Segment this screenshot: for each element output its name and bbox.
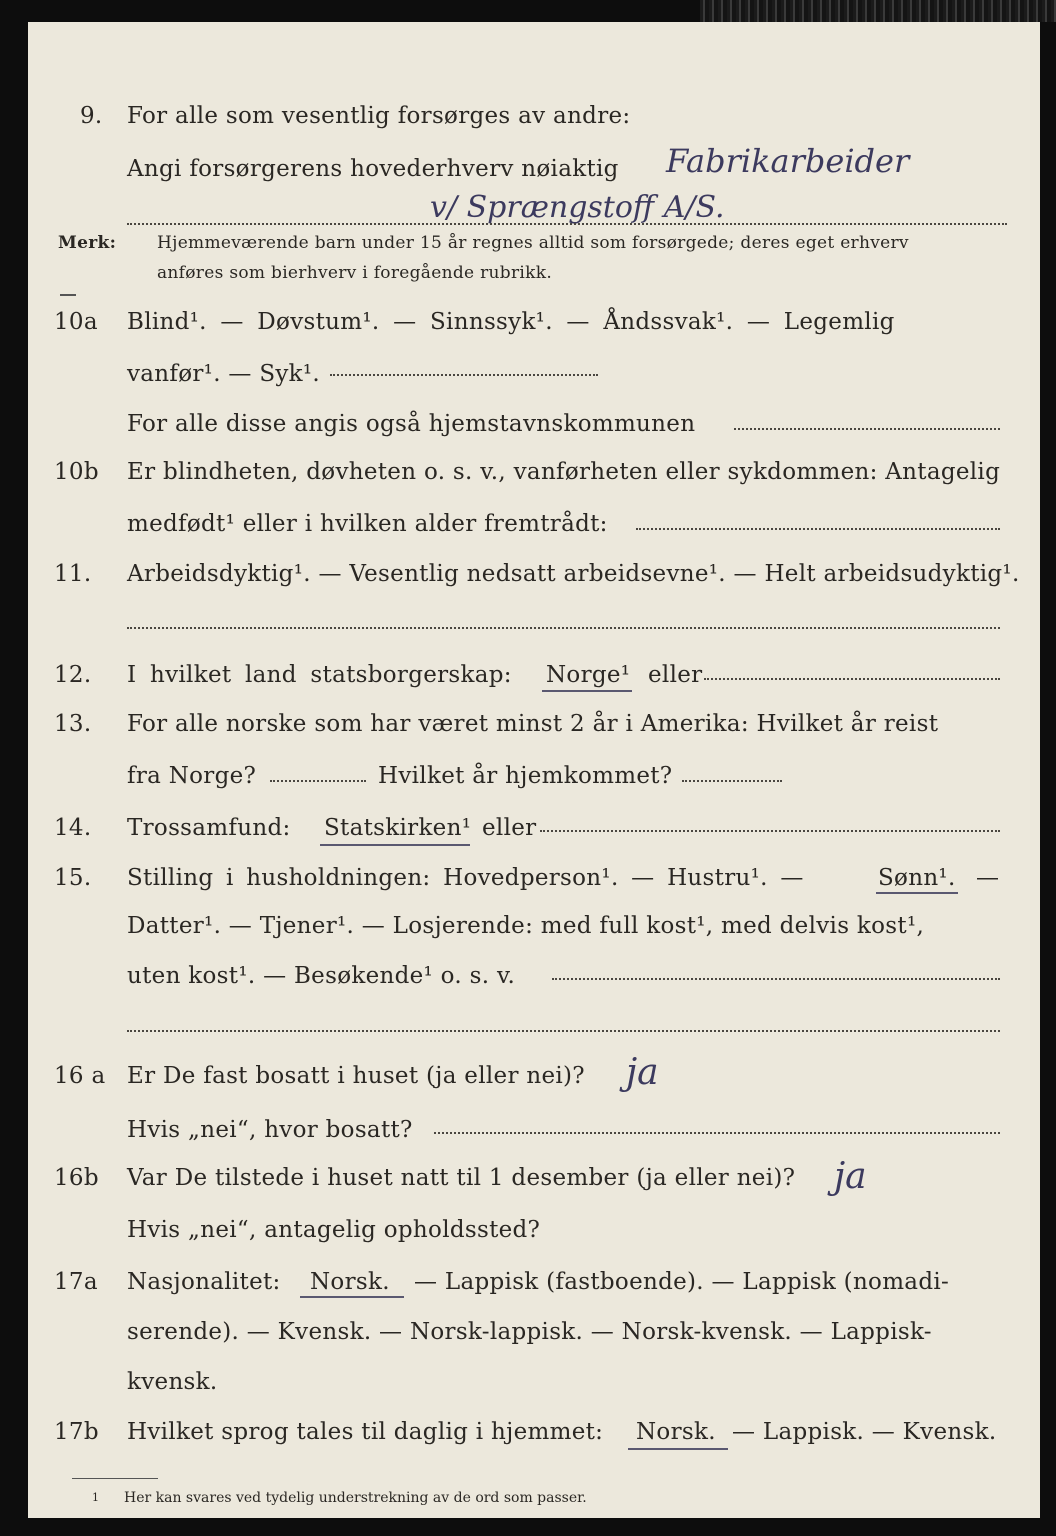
q16a-fill-line	[434, 1132, 1000, 1134]
q10b-fill-line	[636, 528, 1000, 530]
merk-row-2	[28, 258, 1040, 288]
q10b-row-2	[28, 504, 1040, 544]
q13-fill-line-2	[682, 780, 782, 782]
q16a-row-2	[28, 1110, 1040, 1150]
merk-label: Merk:	[58, 233, 117, 253]
q9-number: 9.	[80, 103, 103, 129]
q17a-underline-norsk	[300, 1296, 404, 1298]
q16b-text-2: Hvis „nei“, antagelig opholdssted?	[127, 1217, 541, 1243]
q10a-text-3: For alle disse angis også hjemstavnskommunen	[127, 411, 696, 437]
q9-row-1	[28, 96, 1040, 136]
q15-text-2: Datter¹. — Tjener¹. — Losjerende: med full kost¹, med delvis kost¹,	[127, 913, 925, 939]
q12-number: 12.	[54, 662, 92, 688]
q12-text-a: I hvilket land statsborgerskap:	[127, 662, 512, 688]
q17a-option-norsk: Norsk.	[310, 1269, 390, 1295]
q15-text-3: uten kost¹. — Besøkende¹ o. s. v.	[127, 963, 516, 989]
q14-option-statskirken: Statskirken¹	[324, 815, 472, 841]
q11-fill-line	[127, 627, 1000, 629]
q17a-text-3: kvensk.	[127, 1369, 218, 1395]
q14-fill-line	[540, 830, 1000, 832]
q17a-row-3	[28, 1362, 1040, 1402]
q12-fill-line	[704, 678, 1000, 680]
q16a-text-1: Er De fast bosatt i huset (ja eller nei)?	[127, 1063, 585, 1089]
q17b-row-1	[28, 1412, 1040, 1452]
q11-row-1	[28, 554, 1040, 594]
q17a-text-1c: — Lappisk (fastboende). — Lappisk (nomadi-	[414, 1269, 950, 1295]
q16a-text-2: Hvis „nei“, hvor bosatt?	[127, 1117, 413, 1143]
q16a-number: 16 a	[54, 1063, 106, 1089]
q12-row-1	[28, 655, 1040, 695]
q15-option-sonn: Sønn¹.	[878, 865, 956, 891]
footnote-mark: 1	[92, 1491, 99, 1504]
q10a-row-1	[28, 302, 1040, 342]
q17b-option-norsk: Norsk.	[636, 1419, 716, 1445]
q17a-row-2	[28, 1312, 1040, 1352]
q13-row-2	[28, 756, 1040, 796]
q10a-number: 10a	[54, 309, 98, 335]
q10a-text-2: vanfør¹. — Syk¹.	[127, 361, 321, 387]
q17a-number: 17a	[54, 1269, 98, 1295]
q10b-row-1	[28, 452, 1040, 492]
q12-underline-norge	[542, 690, 632, 692]
q15-text-1c: —	[976, 865, 1000, 891]
q15-underline-sonn	[876, 892, 958, 894]
q10a-fill-line-1	[330, 374, 598, 376]
q11-number: 11.	[54, 561, 92, 587]
q17a-text-2: serende). — Kvensk. — Norsk-lappisk. — Norsk-kvensk. — Lappisk-	[127, 1319, 932, 1345]
q17b-number: 17b	[54, 1419, 99, 1445]
q10b-text-2: medfødt¹ eller i hvilken alder fremtrådt:	[127, 511, 608, 537]
q17b-text-1a: Hvilket sprog tales til daglig i hjemmet:	[127, 1419, 604, 1445]
q15-row-3	[28, 956, 1040, 996]
q14-underline-statskirken	[320, 844, 470, 846]
q16a-row-1	[28, 1056, 1040, 1096]
q17a-text-1a: Nasjonalitet:	[127, 1269, 281, 1295]
footnote-rule	[72, 1478, 158, 1479]
q16b-row-1	[28, 1158, 1040, 1198]
q12-text-c: eller	[648, 662, 703, 688]
q10a-text-1: Blind¹. — Døvstum¹. — Sinnssyk¹. — Åndssvak¹. — Legemlig	[127, 309, 895, 335]
q16b-answer: ja	[834, 1156, 867, 1197]
q13-text-2a: fra Norge?	[127, 763, 257, 789]
q9-text-2: Angi forsørgerens hovederhverv nøiaktig	[127, 156, 619, 182]
q9-answer-employer: v/ Sprængstoff A/S.	[430, 190, 725, 225]
q11-text-1: Arbeidsdyktig¹. — Vesentlig nedsatt arbeidsevne¹. — Helt arbeidsudyktig¹.	[127, 561, 1020, 587]
q14-row-1	[28, 808, 1040, 848]
q15-fill-line-2	[127, 1030, 1000, 1032]
footnote-text: Her kan svares ved tydelig understrekning av de ord som passer.	[124, 1490, 587, 1506]
q14-text-c: eller	[482, 815, 537, 841]
census-form-page	[28, 22, 1040, 1518]
q14-number: 14.	[54, 815, 92, 841]
q9-fill-line	[127, 223, 1007, 225]
q14-text-a: Trossamfund:	[127, 815, 291, 841]
q10b-number: 10b	[54, 459, 99, 485]
q16b-number: 16b	[54, 1165, 99, 1191]
q10b-text-1: Er blindheten, døvheten o. s. v., vanførheten eller sykdommen: Antagelig	[127, 459, 1001, 485]
q10a-row-3	[28, 404, 1040, 444]
q13-number: 13.	[54, 711, 92, 737]
q17b-text-1c: — Lappisk. — Kvensk.	[732, 1419, 997, 1445]
scan-edge-strip	[700, 0, 1056, 22]
q15-row-2	[28, 906, 1040, 946]
merk-row-1	[28, 228, 1040, 258]
q13-text-2b: Hvilket år hjemkommet?	[378, 763, 673, 789]
q9-answer-occupation: Fabrikarbeider	[666, 142, 910, 180]
q13-text-1: For alle norske som har været minst 2 år i Amerika: Hvilket år reist	[127, 711, 939, 737]
q16a-answer: ja	[626, 1052, 659, 1093]
divider-mark	[60, 294, 76, 296]
q16b-text-1: Var De tilstede i huset natt til 1 desember (ja eller nei)?	[127, 1165, 796, 1191]
merk-text-1: Hjemmeværende barn under 15 år regnes alltid som forsørgede; deres eget erhverv	[157, 233, 909, 253]
merk-text-2: anføres som bierhverv i foregående rubrikk.	[157, 263, 553, 283]
q10a-fill-line-2	[734, 428, 1000, 430]
q15-text-1a: Stilling i husholdningen: Hovedperson¹. — Hustru¹. —	[127, 865, 804, 891]
q13-fill-line-1	[270, 780, 366, 782]
q15-number: 15.	[54, 865, 92, 891]
q9-text-1: For alle som vesentlig forsørges av andre:	[127, 103, 631, 129]
q17b-underline-norsk	[628, 1448, 728, 1450]
q15-fill-line-1	[552, 978, 1000, 980]
q16b-row-2	[28, 1210, 1040, 1250]
q12-option-norge: Norge¹	[546, 662, 631, 688]
q13-row-1	[28, 704, 1040, 744]
q17a-row-1	[28, 1262, 1040, 1302]
